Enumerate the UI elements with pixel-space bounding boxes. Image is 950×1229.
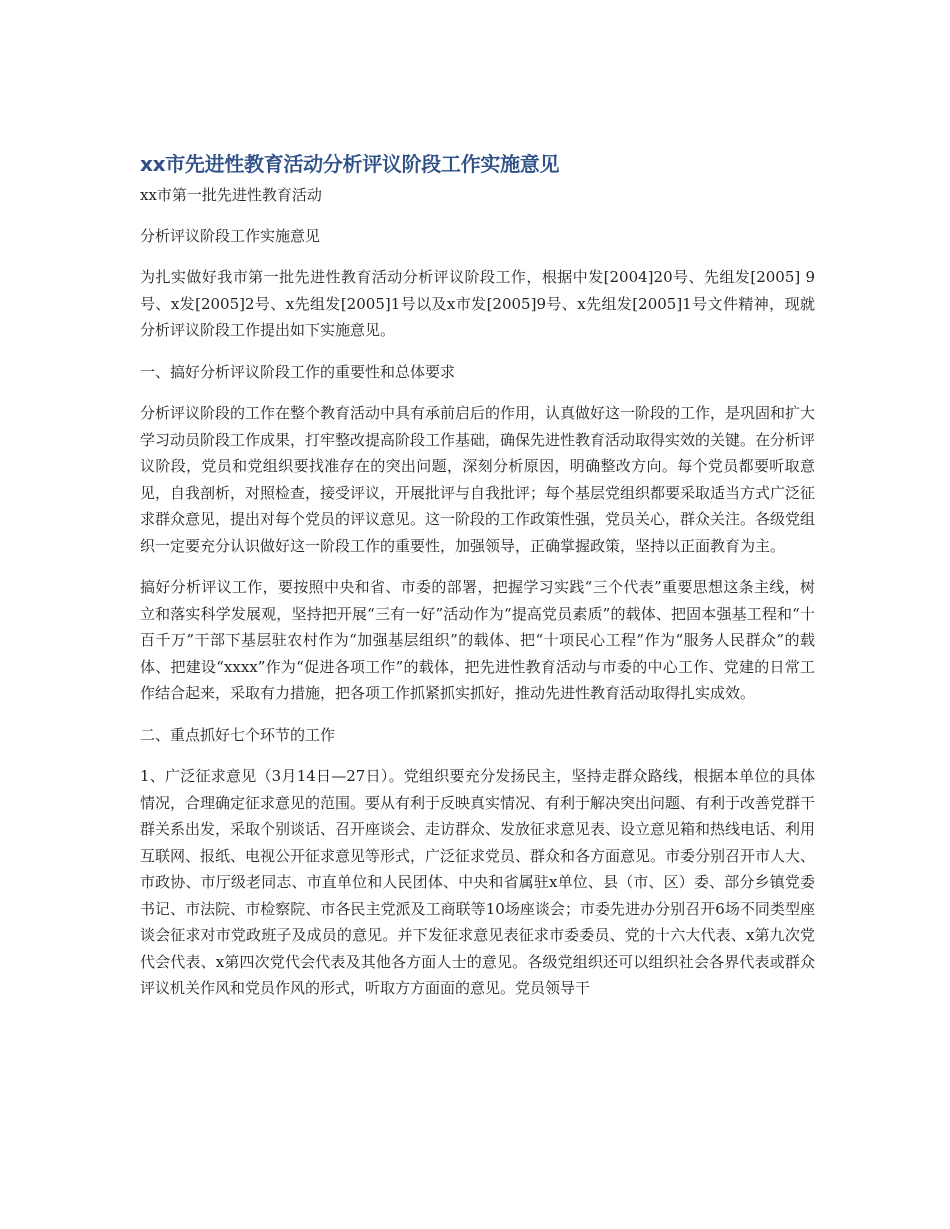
- document-page: [140, 150, 815, 1017]
- subtitle-line-2: 分析评议阶段工作实施意见: [140, 226, 321, 245]
- body-paragraph: 搞好分析评议工作，要按照中央和省、市委的部署，把握学习实践“三个代表”重要思想这条主线，树立和落实科学发展观，坚持把开展“三有一好”活动作为“提高党员素质”的载体、把固本强基工程和“十百千万”干部下基层驻农村作为“加强基层组织”的载体、把“十项民心工程”作为“服务人民群众”的载体、把建设“xxxx”作为“促进各项工作”的载体，把先进性教育活动与市委的中心工作、党建的日常工作结合起来，采取有力措施，把各项工作抓紧抓实抓好，推动先进性教育活动取得扎实成效。: [140, 578, 815, 702]
- subtitle-line-1: xx市第一批先进性教育活动: [140, 186, 322, 204]
- intro-paragraph: 为扎实做好我市第一批先进性教育活动分析评议阶段工作，根据中发[2004]20号、先组发[2005] 9号、x发[2005]2号、x先组发[2005]1号以及x市发[2005]9号、x先组发[2005]1号文件精神，现就分析评议阶段工作提出如下实施意见。: [140, 268, 815, 339]
- body-paragraph: 1、广泛征求意见（3月14日—27日）。党组织要充分发扬民主，坚持走群众路线，根据本单位的具体情况，合理确定征求意见的范围。要从有利于反映真实情况、有利于解决突出问题、有利于改善党群干群关系出发，采取个别谈话、召开座谈会、走访群众、发放征求意见表、设立意见箱和热线电话、利用互联网、报纸、电视公开征求意见等形式，广泛征求党员、群众和各方面意见。市委分别召开市人大、市政协、市厅级老同志、市直单位和人民团体、中央和省属驻x单位、县（市、区）委、部分乡镇党委书记、市法院、市检察院、市各民主党派及工商联等10场座谈会；市委先进办分别召开6场不同类型座谈会征求对市党政班子及成员的意见。并下发征求意见表征求市委委员、党的十六大代表、x第九次党代会代表、x第四次党代会代表及其他各方面人士的意见。各级党组织还可以组织社会各界代表或群众评议机关作风和党员作风的形式，听取方方面面的意见。党员领导干: [140, 767, 816, 997]
- section-heading-2: 二、重点抓好七个环节的工作: [140, 725, 336, 744]
- section-heading-1: 一、搞好分析评议阶段工作的重要性和总体要求: [140, 362, 456, 381]
- document-title: xx市先进性教育活动分析评议阶段工作实施意见: [140, 152, 560, 176]
- body-paragraph: 分析评议阶段的工作在整个教育活动中具有承前启后的作用，认真做好这一阶段的工作，是巩固和扩大学习动员阶段工作成果，打牢整改提高阶段工作基础，确保先进性教育活动取得实效的关键。在分析评议阶段，党员和党组织要找准存在的突出问题，深刻分析原因，明确整改方向。每个党员都要听取意见，自我剖析，对照检查，接受评议，开展批评与自我批评；每个基层党组织都要采取适当方式广泛征求群众意见，提出对每个党员的评议意见。这一阶段的工作政策性强，党员关心，群众关注。各级党组织一定要充分认识做好这一阶段工作的重要性，加强领导，正确掌握政策，坚持以正面教育为主。: [140, 404, 816, 555]
